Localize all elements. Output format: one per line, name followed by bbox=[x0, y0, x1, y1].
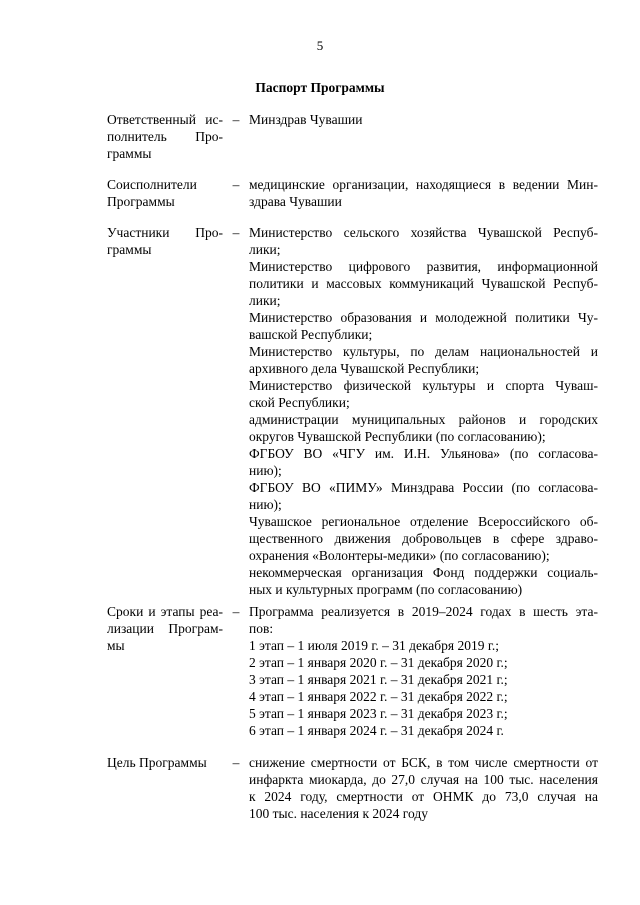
value-line: лики; bbox=[249, 293, 281, 308]
label-line: Цель Программы bbox=[107, 755, 207, 770]
label-line: граммы bbox=[107, 146, 152, 161]
label-line: мы bbox=[107, 638, 125, 653]
label-line: Участники Про- bbox=[107, 225, 223, 240]
section-timeline bbox=[107, 603, 598, 739]
section-label bbox=[107, 754, 223, 771]
value-line: политики и массовых коммуникаций Чувашской Респуб- bbox=[249, 276, 598, 291]
value-line: 100 тыс. населения к 2024 году bbox=[249, 806, 428, 821]
section-responsible-executor bbox=[107, 111, 598, 162]
value-line: здрава Чувашии bbox=[249, 194, 342, 209]
value-line: Минздрав Чувашии bbox=[249, 112, 363, 127]
section-label bbox=[107, 603, 223, 654]
value-line: Министерство цифрового развития, информационной bbox=[249, 259, 598, 274]
section-label bbox=[107, 224, 223, 258]
value-line: нию); bbox=[249, 463, 282, 478]
section-value bbox=[249, 603, 598, 739]
label-line: Ответственный ис- bbox=[107, 112, 223, 127]
value-line: ской Республики; bbox=[249, 395, 350, 410]
label-line: Программы bbox=[107, 194, 175, 209]
document-title: Паспорт Программы bbox=[255, 80, 385, 95]
value-line: Министерство сельского хозяйства Чувашской Респуб- bbox=[249, 225, 598, 240]
value-line: лики; bbox=[249, 242, 281, 257]
section-value bbox=[249, 111, 598, 128]
stage-line: 6 этап – 1 января 2024 г. – 31 декабря 2024 г. bbox=[249, 723, 504, 738]
value-line: администрации муниципальных районов и городских bbox=[249, 412, 598, 427]
value-line: медицинские организации, находящиеся в ведении Мин- bbox=[249, 177, 598, 192]
label-line: Соисполнители bbox=[107, 177, 197, 192]
dash-separator: – bbox=[232, 112, 240, 127]
value-line: нию); bbox=[249, 497, 282, 512]
dash-separator: – bbox=[232, 755, 240, 770]
value-line: к 2024 году, смертности от ОНМК до 73,0 случая на bbox=[249, 789, 598, 804]
dash-separator: – bbox=[232, 604, 240, 619]
page-number: 5 bbox=[316, 38, 324, 53]
value-line: ФГБОУ ВО «ПИМУ» Минздрава России (по согласова- bbox=[249, 480, 598, 495]
section-co-executors bbox=[107, 176, 598, 210]
stage-line: 1 этап – 1 июля 2019 г. – 31 декабря 2019 г.; bbox=[249, 638, 500, 653]
section-value bbox=[249, 176, 598, 210]
value-line: вашской Республики; bbox=[249, 327, 373, 342]
section-label bbox=[107, 111, 223, 162]
label-line: граммы bbox=[107, 242, 152, 257]
value-line: ФГБОУ ВО «ЧГУ им. И.Н. Ульянова» (по согласова- bbox=[249, 446, 598, 461]
section-label bbox=[107, 176, 223, 210]
stage-line: 5 этап – 1 января 2023 г. – 31 декабря 2023 г.; bbox=[249, 706, 508, 721]
value-line: Министерство культуры, по делам национальностей и bbox=[249, 344, 598, 359]
value-line: инфаркта миокарда, до 27,0 случая на 100 тыс. населения bbox=[249, 772, 598, 787]
label-line: лизации Програм- bbox=[107, 621, 223, 636]
value-line: некоммерческая организация Фонд поддержки социаль- bbox=[249, 565, 598, 580]
value-line: Министерство физической культуры и спорта Чуваш- bbox=[249, 378, 598, 393]
value-line: охранения «Волонтеры-медики» (по согласованию); bbox=[249, 548, 550, 563]
label-line: полнитель Про- bbox=[107, 129, 223, 144]
stage-line: 3 этап – 1 января 2021 г. – 31 декабря 2021 г.; bbox=[249, 672, 508, 687]
value-line: Министерство образования и молодежной политики Чу- bbox=[249, 310, 598, 325]
value-line: щественного движения добровольцев в сфере здраво- bbox=[249, 531, 598, 546]
section-participants bbox=[107, 224, 598, 598]
value-line: архивного дела Чувашской Республики; bbox=[249, 361, 480, 376]
section-value bbox=[249, 754, 598, 822]
value-line: ных и культурных программ (по согласованию) bbox=[249, 582, 523, 597]
label-line: Сроки и этапы реа- bbox=[107, 604, 223, 619]
value-line: снижение смертности от БСК, в том числе смертности от bbox=[249, 755, 598, 770]
dash-separator: – bbox=[232, 225, 240, 240]
stage-line: 2 этап – 1 января 2020 г. – 31 декабря 2020 г.; bbox=[249, 655, 508, 670]
section-goal bbox=[107, 754, 598, 822]
stage-line: 4 этап – 1 января 2022 г. – 31 декабря 2022 г.; bbox=[249, 689, 508, 704]
value-line: Чувашское региональное отделение Всероссийского об- bbox=[249, 514, 598, 529]
value-line: округов Чувашской Республики (по согласованию); bbox=[249, 429, 546, 444]
value-line: Программа реализуется в 2019–2024 годах в шесть эта- bbox=[249, 604, 598, 619]
value-line: пов: bbox=[249, 621, 274, 636]
dash-separator: – bbox=[232, 177, 240, 192]
section-value bbox=[249, 224, 598, 598]
